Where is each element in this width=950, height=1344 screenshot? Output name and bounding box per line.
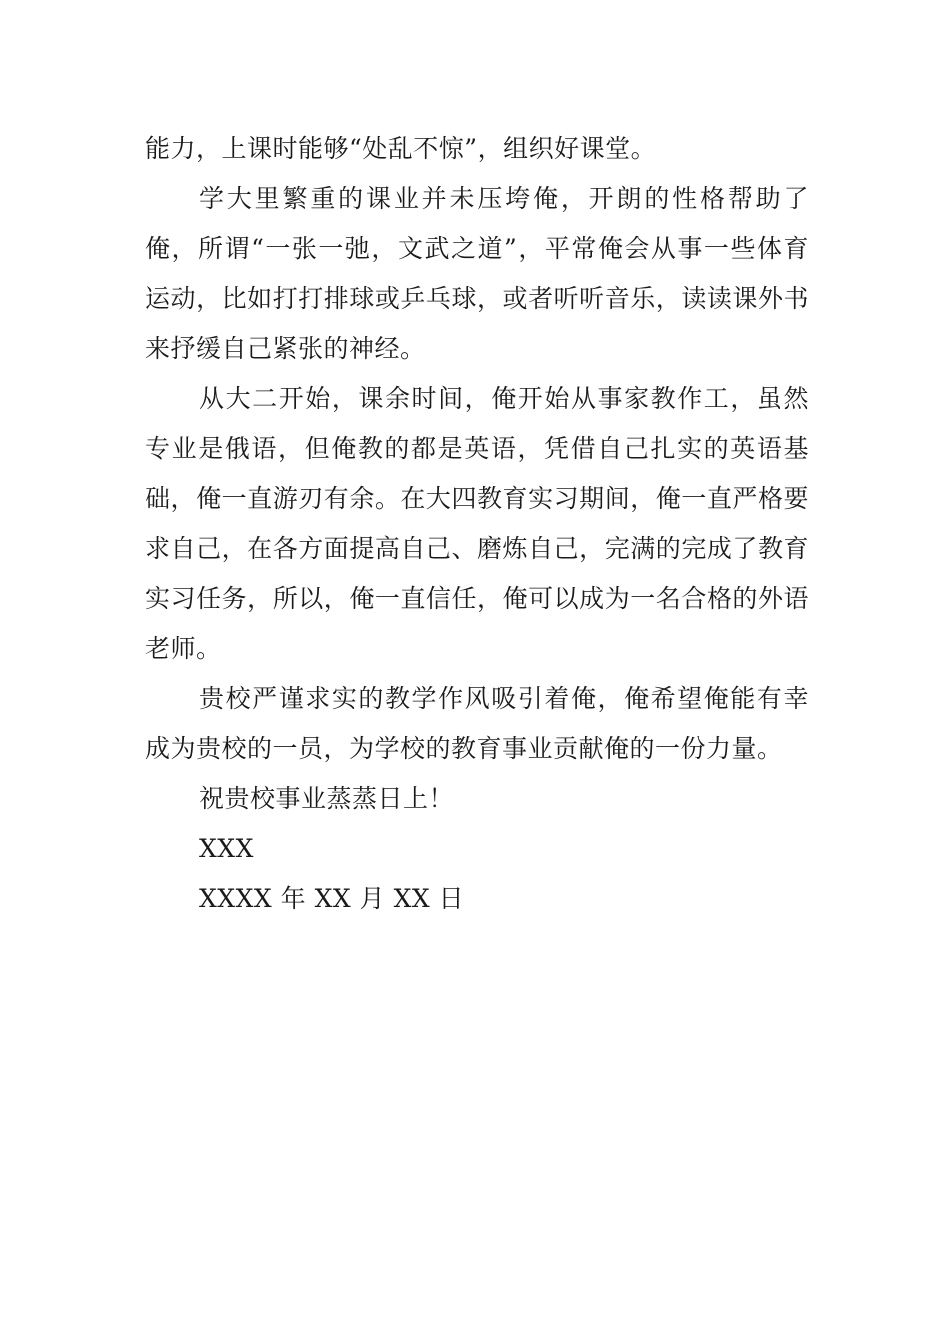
paragraph-experience: 从大二开始，课余时间，俺开始从事家教作工，虽然专业是俄语，但俺教的都是英语，凭借自己扎实的英语基础，俺一直游刃有余。在大四教育实习期间，俺一直严格要求自己，在各方面提高自己、磨炼自己，完满的完成了教育实习任务，所以，俺一直信任，俺可以成为一名合格的外语老师。	[145, 384, 809, 663]
date: XXXX 年 XX 月 XX 日	[199, 884, 465, 913]
closing-wish: 祝贵校事业蒸蒸日上！	[199, 784, 455, 813]
letter-body	[145, 124, 809, 924]
paragraph-hobbies: 学大里繁重的课业并未压垮俺，开朗的性格帮助了俺，所谓“一张一弛，文武之道”，平常俺会从事一些体育运动，比如打打排球或乒乓球，或者听听音乐，读读课外书来抒缓自己紧张的神经。	[145, 184, 809, 363]
signature: XXX	[199, 834, 254, 863]
paragraph-continuation: 能力，上课时能够“处乱不惊”，组织好课堂。	[145, 134, 657, 163]
paragraph-application: 贵校严谨求实的教学作风吸引着俺，俺希望俺能有幸成为贵校的一员，为学校的教育事业贡献俺的一份力量。	[145, 684, 809, 763]
